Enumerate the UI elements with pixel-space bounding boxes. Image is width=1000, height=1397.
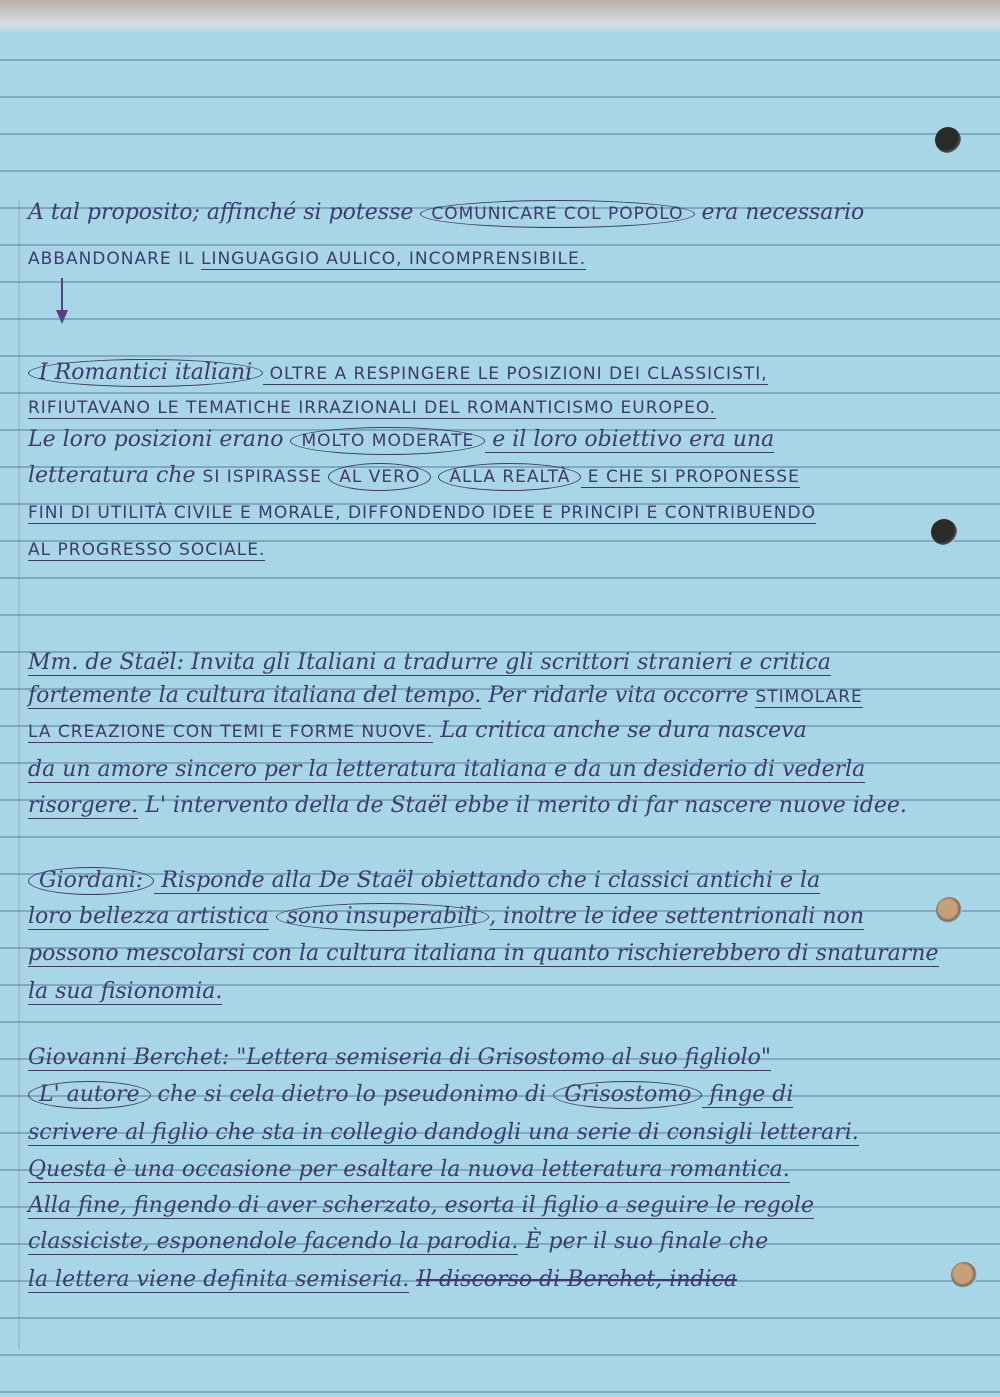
note-line-13 (28, 791, 907, 821)
note-line-12 (28, 755, 865, 785)
note-text: era necessario (694, 200, 865, 225)
note-text: MOLTO MODERATE (290, 427, 485, 455)
note-line-14 (28, 866, 820, 896)
note-text: L' autore (28, 1081, 151, 1109)
note-line-22 (28, 1191, 814, 1221)
note-text (269, 904, 276, 929)
note-text: STIMOLARE (755, 687, 863, 707)
note-line-4 (28, 392, 716, 423)
note-text: classiciste, esponendole facendo la parodia. (28, 1229, 519, 1254)
note-text: Mm. de Staël (28, 650, 177, 675)
note-text: letteratura che (28, 463, 203, 488)
note-text: possono mescolarsi con la cultura italiana in quanto rischierebbero di snaturarne (28, 941, 939, 966)
note-text: da un amore sincero per la letteratura italiana e da un desiderio di vederla (28, 757, 866, 782)
note-text: COMUNICARE COL POPOLO (420, 200, 694, 228)
note-line-15 (28, 902, 864, 932)
note-text: RIFIUTAVANO LE TEMATICHE IRRAZIONALI DEL ROMANTICISMO EUROPEO. (28, 398, 717, 418)
note-text: sono insuperabili (276, 903, 490, 931)
binder-hole-lower (936, 897, 962, 923)
note-text: fortemente la cultura italiana del tempo. (28, 683, 482, 708)
note-line-10 (28, 681, 863, 712)
margin-line (18, 200, 20, 1350)
note-line-23 (28, 1227, 768, 1257)
note-text: A tal proposito; affinché si potesse (28, 200, 421, 225)
note-text (431, 463, 438, 488)
note-text: Il discorso di Berchet, indica (416, 1267, 737, 1292)
note-line-19 (28, 1080, 793, 1110)
note-line-18 (28, 1043, 771, 1073)
note-line-11 (28, 716, 807, 747)
note-text: ABBANDONARE IL (28, 249, 201, 269)
note-text: ALLA REALTÀ (438, 463, 581, 491)
note-text: La critica anche se dura nasceva (433, 718, 807, 743)
note-text: scrivere al figlio che sta in collegio dandogli una serie di consigli letterari. (28, 1120, 859, 1145)
note-text: Per ridarle vita occorre (481, 683, 756, 708)
note-text: È per il suo finale che (518, 1229, 769, 1254)
note-text: Grisostomo (553, 1081, 702, 1109)
note-text: Questa è una occasione per esaltare la nuova letteratura romantica. (28, 1157, 790, 1182)
note-text: loro bellezza artistica (28, 904, 269, 929)
note-text: LA CREAZIONE CON TEMI E FORME NUOVE. (28, 722, 434, 742)
note-text: AL PROGRESSO SOCIALE. (28, 540, 266, 560)
note-line-9 (28, 648, 831, 678)
note-text: E CHE SI PROPONESSE (581, 467, 800, 487)
note-text: FINI DI UTILITÀ CIVILE E MORALE, DIFFONDENDO IDEE E PRINCIPI E CONTRIBUENDO (28, 503, 816, 523)
note-text: Giordani: (28, 867, 154, 895)
note-text: LINGUAGGIO AULICO, INCOMPRENSIBILE. (200, 249, 587, 269)
binder-hole-top (935, 127, 961, 153)
note-text: la lettera viene definita semiseria. (28, 1267, 410, 1292)
note-line-16 (28, 939, 939, 969)
binder-hole-bottom (951, 1262, 977, 1288)
note-text: la sua fisionomia. (28, 979, 223, 1004)
note-text: L' intervento della de Staël ebbe il merito di far nascere nuove idee. (138, 793, 907, 818)
note-text: OLTRE A RESPINGERE LE POSIZIONI DEI CLASSICISTI, (263, 364, 768, 384)
note-text: che si cela dietro lo pseudonimo di (150, 1082, 554, 1107)
note-text: AL VERO (328, 463, 431, 491)
note-text: SI ISPIRASSE (202, 467, 329, 487)
note-line-2 (28, 243, 586, 274)
binder-hole-middle (931, 519, 957, 545)
note-line-20 (28, 1118, 859, 1148)
note-text: : Invita gli Italiani a tradurre gli scrittori stranieri e critica (176, 650, 831, 675)
note-line-7 (28, 497, 816, 528)
note-line-17 (28, 977, 222, 1007)
note-text: , inoltre le idee settentrionali non (489, 904, 864, 929)
note-text: risorgere. (28, 793, 139, 818)
note-line-21 (28, 1155, 790, 1185)
note-line-3 (28, 358, 768, 389)
note-text: Le loro posizioni erano (28, 427, 291, 452)
note-line-5 (28, 425, 774, 455)
down-arrow-icon (52, 276, 72, 326)
note-text: e il loro obiettivo era una (485, 427, 775, 452)
note-line-24 (28, 1265, 737, 1295)
note-line-1 (28, 198, 864, 228)
page-top-edge (0, 0, 1000, 34)
note-line-6 (28, 461, 800, 492)
note-line-8 (28, 534, 265, 565)
note-text: Risponde alla De Staël obiettando che i classici antichi e la (154, 868, 821, 893)
note-text: Alla fine, fingendo di aver scherzato, esorta il figlio a seguire le regole (28, 1193, 814, 1218)
note-text: I Romantici italiani (28, 359, 263, 387)
note-text: finge di (702, 1082, 794, 1107)
note-text: Giovanni Berchet: "Lettera semiseria di Grisostomo al suo figliolo" (28, 1045, 772, 1070)
